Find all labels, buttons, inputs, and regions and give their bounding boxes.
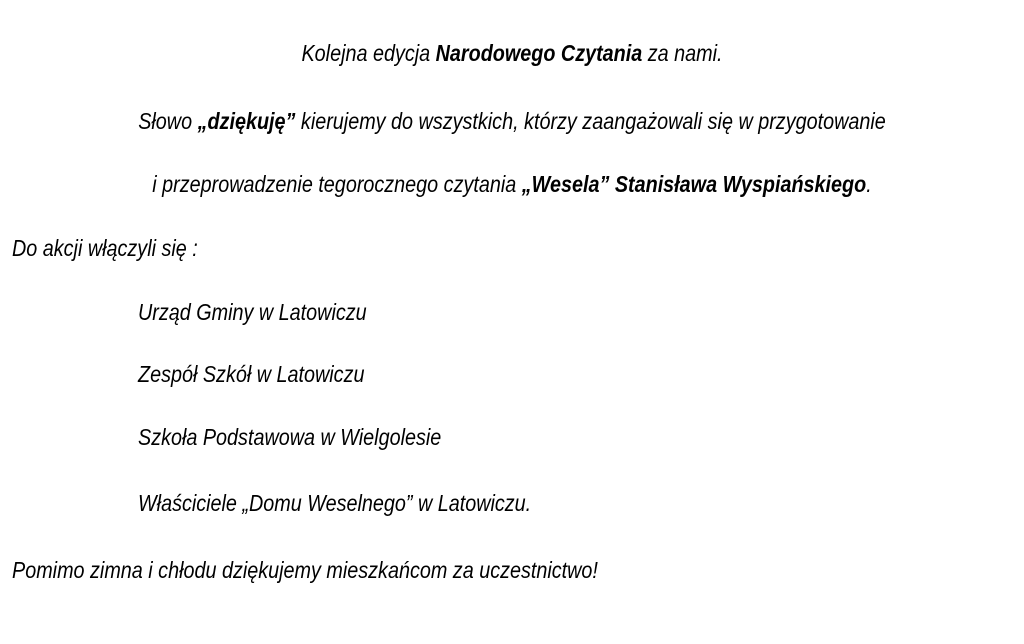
reading-line [72, 169, 953, 199]
intro-text-post: za nami. [642, 40, 723, 66]
thanks-text-pre: Słowo [138, 108, 198, 134]
participant-item: Zespół Szkół w Latowiczu [138, 361, 365, 387]
thanks-line [72, 106, 953, 136]
participant-item: Szkoła Podstawowa w Wielgolesie [138, 424, 442, 450]
participant-item: Urząd Gminy w Latowiczu [138, 299, 367, 325]
closing-line: Pomimo zimna i chłodu dziękujemy mieszkańcom za uczestnictwo! [12, 557, 598, 583]
intro-line [72, 38, 953, 68]
participants-intro: Do akcji włączyli się : [12, 235, 198, 261]
reading-text-pre: i przeprowadzenie tegorocznego czytania [152, 171, 522, 197]
participant-item: Właściciele „Domu Weselnego” w Latowiczu. [138, 490, 532, 516]
reading-text-post: . [866, 171, 872, 197]
thanks-text-post: kierujemy do wszystkich, którzy zaangażowali się w przygotowanie [295, 108, 886, 134]
reading-text-bold: „Wesela” Stanisława Wyspiańskiego [521, 171, 867, 197]
intro-text-bold: Narodowego Czytania [435, 40, 643, 66]
intro-text-pre: Kolejna edycja [301, 40, 436, 66]
thanks-text-bold: „dziękuję” [197, 108, 296, 134]
